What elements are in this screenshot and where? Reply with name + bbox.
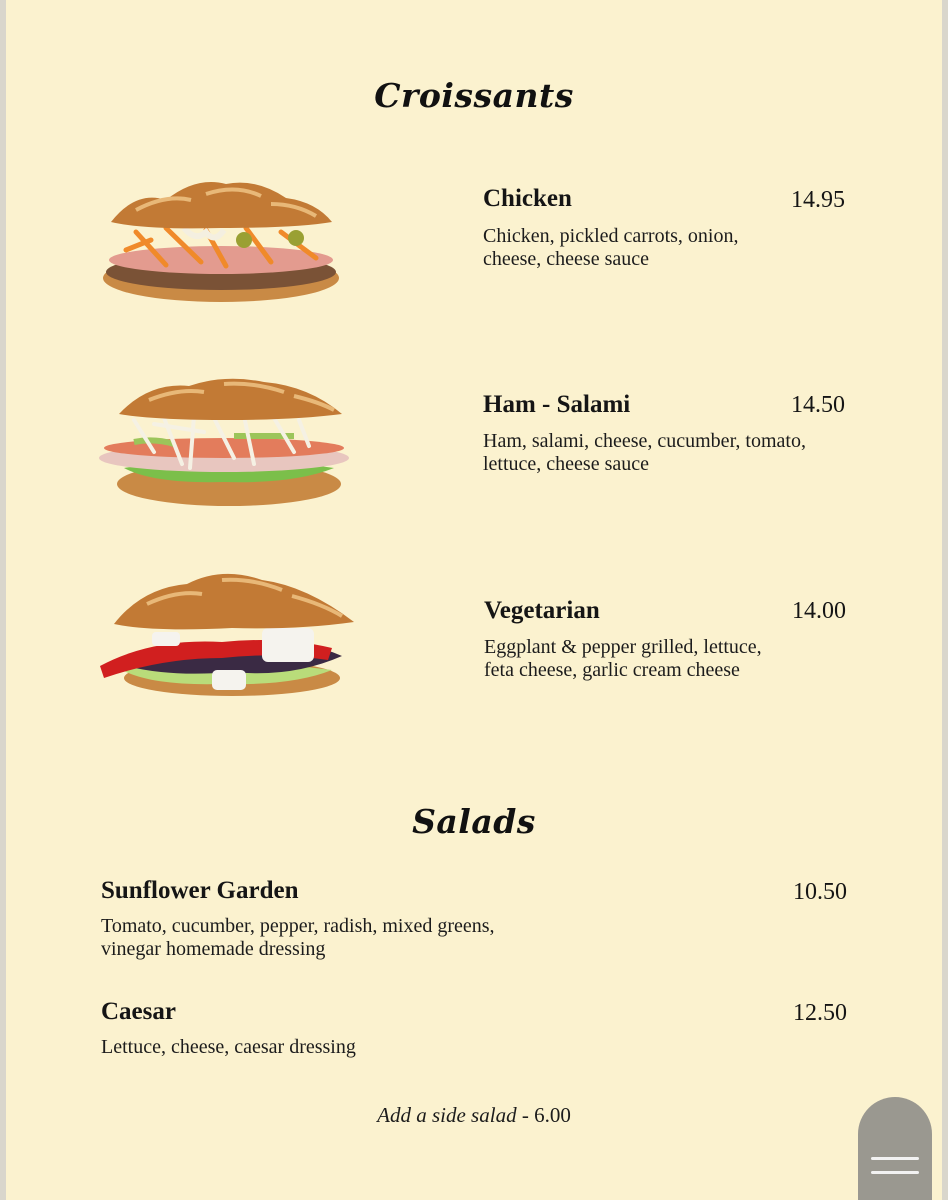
item-description: Tomato, cucumber, pepper, radish, mixed greens, vinegar homemade dressing [101, 915, 495, 960]
item-description: Ham, salami, cheese, cucumber, tomato, lettuce, cheese sauce [483, 430, 806, 475]
menu-button[interactable] [858, 1097, 932, 1200]
item-price: 14.00 [792, 598, 846, 624]
item-description: Lettuce, cheese, caesar dressing [101, 1036, 356, 1058]
menu-page [6, 0, 942, 1200]
item-name: Chicken [483, 185, 572, 212]
ham-salami-croissant-image [94, 372, 354, 512]
side-salad-label: Add a side salad [377, 1103, 517, 1127]
item-price: 12.50 [793, 1000, 847, 1026]
side-salad-price: 6.00 [534, 1103, 571, 1127]
item-name: Sunflower Garden [101, 877, 299, 904]
vegetarian-croissant-image [92, 566, 354, 706]
croissants-title: Croissants [374, 76, 574, 115]
item-name: Vegetarian [484, 597, 600, 624]
chicken-croissant-image [96, 170, 346, 310]
salads-title: Salads [412, 802, 536, 841]
item-name: Caesar [101, 998, 176, 1025]
side-salad-note [6, 1103, 942, 1128]
item-price: 10.50 [793, 879, 847, 905]
side-salad-separator: - [516, 1103, 535, 1127]
item-price: 14.95 [791, 187, 845, 213]
item-description: Eggplant & pepper grilled, lettuce, feta cheese, garlic cream cheese [484, 636, 762, 681]
item-description: Chicken, pickled carrots, onion, cheese, cheese sauce [483, 225, 739, 270]
item-name: Ham - Salami [483, 391, 631, 418]
item-price: 14.50 [791, 392, 845, 418]
